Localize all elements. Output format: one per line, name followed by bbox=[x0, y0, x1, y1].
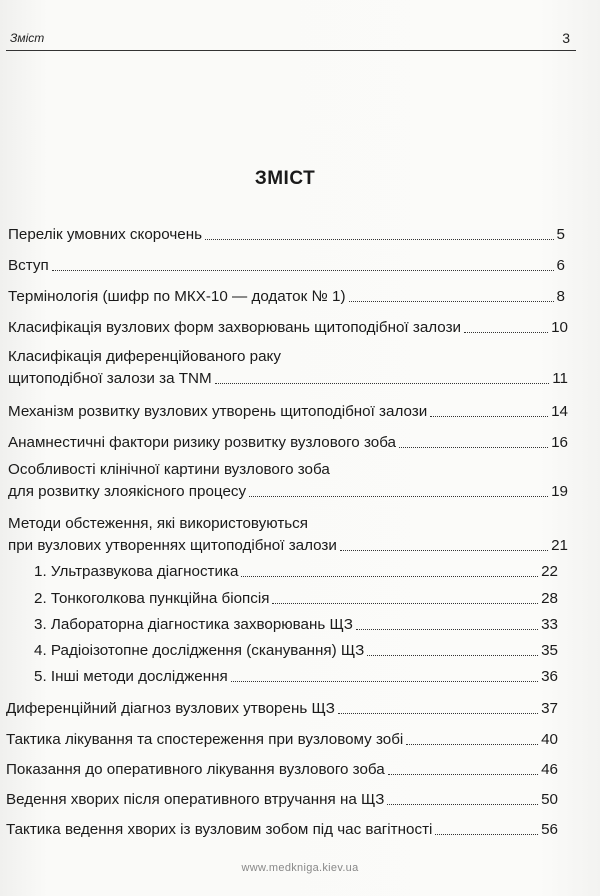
toc-entry-page: 40 bbox=[541, 731, 558, 748]
toc-entry[interactable] bbox=[8, 461, 568, 501]
leader-dots bbox=[464, 332, 548, 333]
leader-dots bbox=[388, 774, 538, 775]
leader-dots bbox=[231, 681, 538, 682]
toc-entry-title-line1: Особливості клінічної картини вузлового зоба bbox=[8, 461, 330, 478]
toc-subentry[interactable] bbox=[34, 563, 558, 581]
header-page-number: 3 bbox=[562, 30, 570, 46]
toc-entry-title: Вступ bbox=[8, 257, 49, 274]
leader-dots bbox=[249, 496, 548, 497]
leader-dots bbox=[215, 383, 550, 384]
toc-entry[interactable] bbox=[8, 515, 568, 555]
toc-entry-page: 10 bbox=[551, 319, 568, 336]
toc-subentry[interactable] bbox=[34, 590, 558, 608]
toc-entry-page: 8 bbox=[556, 288, 565, 305]
toc-subentry[interactable] bbox=[34, 616, 558, 634]
leader-dots bbox=[406, 744, 538, 745]
toc-entry[interactable] bbox=[6, 761, 558, 779]
toc-subentry[interactable] bbox=[34, 668, 558, 686]
header-title: Зміст bbox=[10, 31, 45, 45]
leader-dots bbox=[338, 713, 538, 714]
toc-entry-title: Показання до оперативного лікування вузлового зоба bbox=[6, 761, 385, 778]
toc-entry[interactable] bbox=[8, 257, 565, 275]
leader-dots bbox=[272, 603, 538, 604]
toc-entry-page: 28 bbox=[541, 590, 558, 607]
toc-entry-title: для розвитку злоякісного процесу bbox=[8, 483, 247, 500]
toc-entry-title: при вузлових утвореннях щитоподібної залози bbox=[8, 537, 337, 554]
toc-entry-title: 4. Радіоізотопне дослідження (сканування) ЩЗ bbox=[34, 642, 365, 659]
leader-dots bbox=[367, 655, 538, 656]
toc-entry-page: 56 bbox=[541, 821, 558, 838]
footer-url: www.medkniga.kiev.ua bbox=[241, 862, 359, 874]
toc-entry-title: 5. Інші методи дослідження bbox=[34, 668, 228, 685]
leader-dots bbox=[399, 447, 548, 448]
toc-entry-page: 11 bbox=[552, 370, 568, 387]
toc-entry[interactable] bbox=[8, 403, 568, 421]
toc-entry[interactable] bbox=[6, 700, 558, 718]
toc-entry-page: 22 bbox=[541, 563, 558, 580]
leader-dots bbox=[387, 804, 538, 805]
toc-entry[interactable] bbox=[8, 226, 565, 244]
toc-entry-page: 14 bbox=[551, 403, 568, 420]
toc-subentry[interactable] bbox=[34, 642, 558, 660]
toc-entry-title: 3. Лабораторна діагностика захворювань ЩЗ bbox=[34, 616, 353, 633]
toc-entry[interactable] bbox=[6, 791, 558, 809]
toc-entry[interactable] bbox=[8, 434, 568, 452]
toc-entry-page: 36 bbox=[541, 668, 558, 685]
toc-entry-title: Анамнестичні фактори ризику розвитку вузлового зоба bbox=[8, 434, 396, 451]
toc-entry-title: 1. Ультразвукова діагностика bbox=[34, 563, 239, 580]
leader-dots bbox=[430, 416, 548, 417]
toc-entry-title: Диференційний діагноз вузлових утворень ЩЗ bbox=[6, 700, 335, 717]
toc-entry-page: 50 bbox=[541, 791, 558, 808]
leader-dots bbox=[52, 270, 554, 271]
toc-entry-title: Термінологія (шифр по МКХ-10 — додаток № 1) bbox=[8, 288, 346, 305]
toc-entry-page: 19 bbox=[551, 483, 568, 500]
toc-entry-title: Тактика ведення хворих із вузловим зобом під час вагітності bbox=[6, 821, 433, 838]
toc-entry-title: Перелік умовних скорочень bbox=[8, 226, 202, 243]
leader-dots bbox=[356, 629, 538, 630]
toc-entry-page: 5 bbox=[556, 226, 565, 243]
toc-entry[interactable] bbox=[8, 288, 565, 306]
toc-entry-title-line1: Класифікація диференційованого раку bbox=[8, 348, 281, 365]
leader-dots bbox=[340, 550, 548, 551]
toc-entry-title: Тактика лікування та спостереження при вузловому зобі bbox=[6, 731, 404, 748]
toc-entry[interactable] bbox=[6, 821, 558, 839]
toc-entry[interactable] bbox=[8, 319, 568, 337]
toc-entry-page: 33 bbox=[541, 616, 558, 633]
toc-entry-title: 2. Тонкоголкова пункційна біопсія bbox=[34, 590, 270, 607]
toc-entry-page: 46 bbox=[541, 761, 558, 778]
toc-entry-page: 21 bbox=[551, 537, 568, 554]
toc-entry[interactable] bbox=[8, 348, 568, 388]
leader-dots bbox=[205, 239, 554, 240]
running-header bbox=[6, 28, 576, 51]
toc-entry-page: 35 bbox=[541, 642, 558, 659]
leader-dots bbox=[349, 301, 554, 302]
toc-entry-page: 6 bbox=[556, 257, 565, 274]
toc-entry[interactable] bbox=[6, 731, 558, 749]
toc-entry-title-line1: Методи обстеження, які використовуються bbox=[8, 515, 309, 532]
toc-entry-page: 16 bbox=[551, 434, 568, 451]
toc-entry-title: Класифікація вузлових форм захворювань щитоподібної залози bbox=[8, 319, 462, 336]
toc-title: ЗМІСТ bbox=[254, 168, 316, 189]
leader-dots bbox=[435, 834, 538, 835]
toc-entry-title: Механізм розвитку вузлових утворень щитоподібної залози bbox=[8, 403, 428, 420]
leader-dots bbox=[241, 576, 538, 577]
toc-entry-title: Ведення хворих після оперативного втручання на ЩЗ bbox=[6, 791, 385, 808]
toc-entry-page: 37 bbox=[541, 700, 558, 717]
toc-entry-title: щитоподібної залози за TNM bbox=[8, 370, 212, 387]
